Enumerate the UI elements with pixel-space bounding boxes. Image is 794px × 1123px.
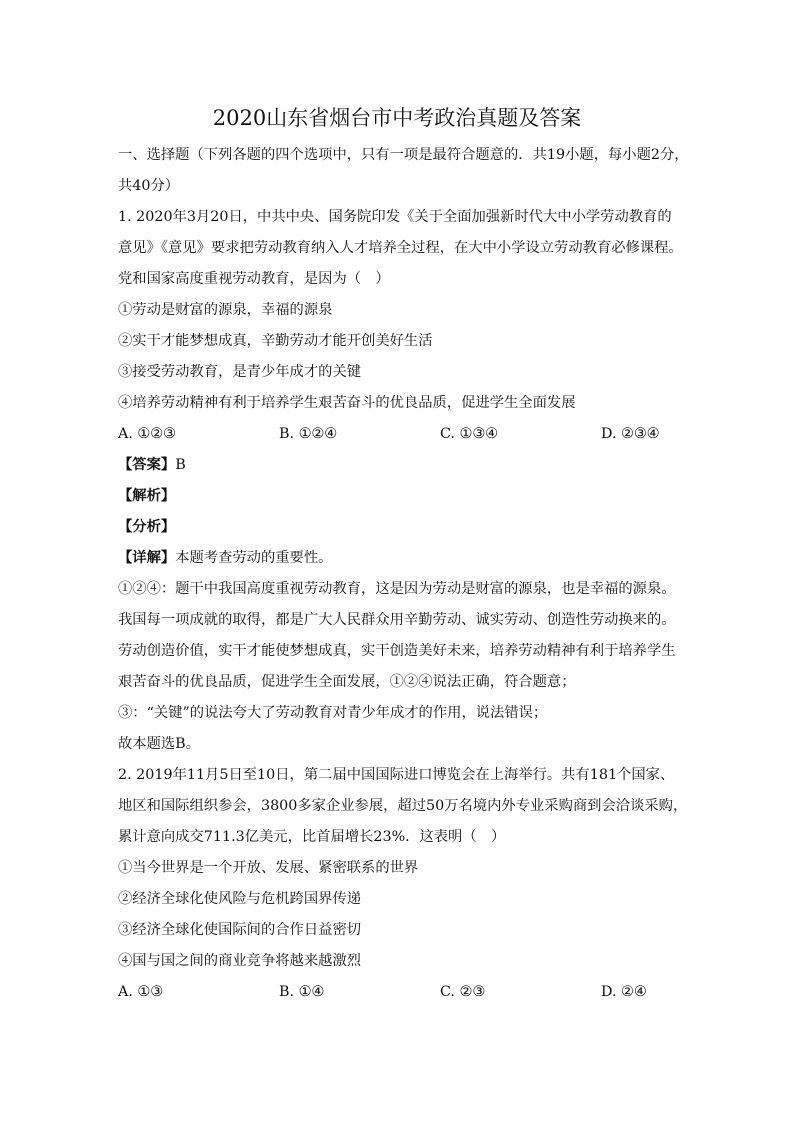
q1-stem-line-1: 1. 2020年3月20日，中共中央、国务院印发《关于全面加强新时代大中小学劳动教育的 [118,209,672,225]
q1-choices [118,423,698,454]
q1-option-3: ③接受劳动教育，是青少年成才的关键 [118,364,362,380]
q2-stem-line-1: 2. 2019年11月5日至10日，第二届中国国际进口博览会在上海举行。共有181个国家、 [118,767,675,783]
q1-option-4: ④培养劳动精神有利于培养学生艰苦奋斗的优良品质，促进学生全面发展 [118,395,576,411]
q1-choice-b: B. ①②④ [279,426,338,442]
q1-choice-a: A. ①②③ [118,426,176,442]
q2-choice-b: B. ①④ [279,984,325,1000]
q1-explanation-line-2: 我国每一项成就的取得，都是广大人民群众用辛勤劳动、诚实劳动、创造性劳动换来的。 [118,612,676,628]
fenxi-label: 【分析】 [118,519,176,535]
q2-option-2: ②经济全球化使风险与危机跨国界传递 [118,891,362,907]
section-header-line-2: 共40分） [118,178,180,194]
q1-explanation-line-3: 劳动创造价值，实干才能使梦想成真，实干创造美好未来，培养劳动精神有利于培养学生 [118,643,676,659]
q1-stem-line-2: 意见》《意见》要求把劳动教育纳入人才培养全过程，在大中小学设立劳动教育必修课程。 [118,240,683,256]
q2-option-1: ①当今世界是一个开放、发展、紧密联系的世界 [118,860,419,876]
q2-choices [118,981,698,1012]
answer-label: 【答案】 [118,457,176,473]
q2-choice-a: A. ①③ [118,984,164,1000]
page-title: 2020山东省烟台市中考政治真题及答案 [212,106,582,130]
q2-choice-d: D. ②④ [601,984,647,1000]
q1-stem-line-3: 党和国家高度重视劳动教育，是因为（ ） [118,271,390,287]
q1-choice-c: C. ①③④ [440,426,498,442]
q1-choice-d: D. ②③④ [601,426,660,442]
q1-explanation-line-4: 艰苦奋斗的优良品质，促进学生全面发展，①②④说法正确，符合题意； [118,674,576,690]
q2-option-4: ④国与国之间的商业竞争将越来越激烈 [118,953,362,969]
q1-analysis [118,485,698,516]
q1-option-2: ②实干才能梦想成真，辛勤劳动才能开创美好生活 [118,333,433,349]
document-body [118,144,698,1012]
q1-explanation-line-5: ③：“关键”的说法夸大了劳动教育对青少年成才的作用，说法错误； [118,705,548,721]
section-header-line-1: 一、选择题（下列各题的四个选项中，只有一项是最符合题意的．共19小题，每小题2分， [118,147,689,163]
q2-stem-line-2: 地区和国际组织参会，3800多家企业参展，超过50万名境内外专业采购商到会洽谈采购， [118,798,688,814]
q2-option-3: ③经济全球化使国际间的合作日益密切 [118,922,362,938]
q2-choice-c: C. ②③ [440,984,486,1000]
q1-detail [118,547,698,578]
q1-explanation-line-6: 故本题选B。 [118,736,200,752]
q2-stem-line-3: 累计意向成交711.3亿美元，比首届增长23%．这表明（ ） [118,829,506,845]
q1-answer [118,454,698,485]
analysis-label: 【解析】 [118,488,176,504]
answer-value: B [175,457,186,473]
q1-explanation-line-1: ①②④：题干中我国高度重视劳动教育，这是因为劳动是财富的源泉，也是幸福的源泉。 [118,581,676,597]
q1-fenxi [118,516,698,547]
q1-option-1: ①劳动是财富的源泉，幸福的源泉 [118,302,333,318]
detail-text: 本题考查劳动的重要性。 [175,550,333,566]
detail-label: 【详解】 [118,550,176,566]
